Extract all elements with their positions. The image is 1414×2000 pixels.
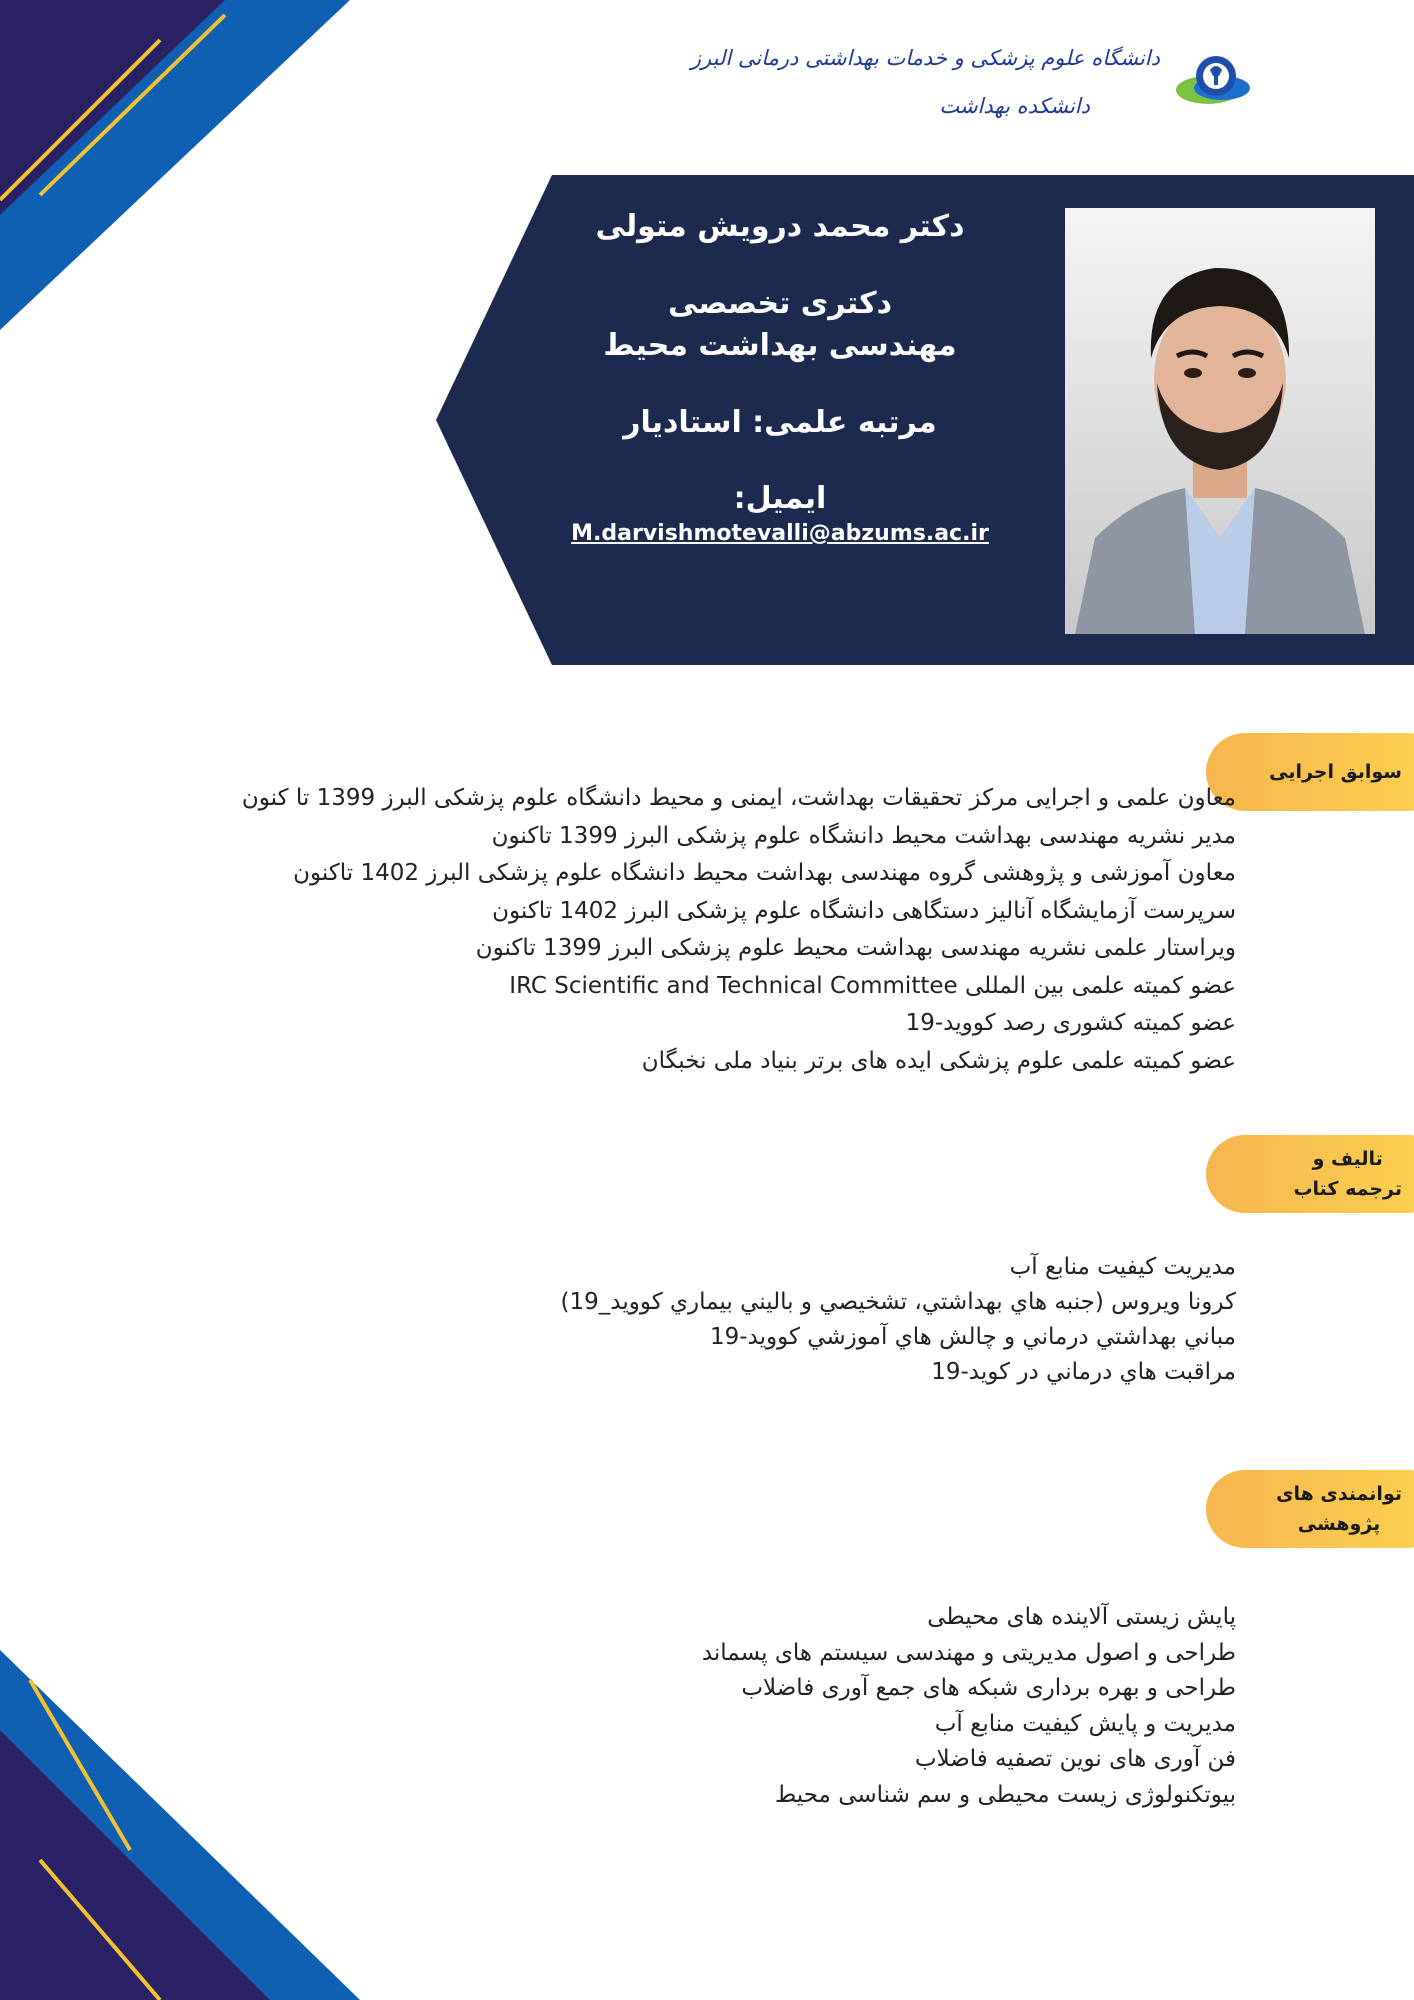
- profile-photo: [1065, 208, 1375, 634]
- section-tab-research: [1206, 1470, 1414, 1548]
- list-item: پایش زیستی آلاینده های محیطی: [927, 1604, 1236, 1630]
- section-title-research-line2: پژوهشی: [1297, 1513, 1381, 1535]
- list-item: ویراستار علمی نشریه مهندسی بهداشت محیط علوم پزشکی البرز 1399 تاکنون: [475, 935, 1236, 961]
- section-tab-label: [1269, 733, 1402, 811]
- university-name: دانشگاه علوم پزشکی و خدمات بهداشتی درمانی البرز: [690, 46, 1160, 70]
- list-item: معاون علمی و اجرایی مرکز تحقیقات بهداشت، ایمنی و محیط دانشگاه علوم پزشکی البرز 1399 تا کنون: [241, 785, 1236, 811]
- list-item: عضو کمیته کشوری رصد کووید-19: [905, 1010, 1236, 1036]
- list-item: طراحی و اصول مدیریتی و مهندسی سیستم های پسماند: [701, 1639, 1236, 1666]
- executive-list: [242, 780, 1236, 1080]
- list-item: بیوتکنولوژی زیست محیطی و سم شناسی محیط: [774, 1781, 1236, 1808]
- email-label: ایمیل:: [733, 481, 827, 516]
- list-item: طراحی و بهره برداری شبکه های جمع آوری فاضلاب: [741, 1675, 1236, 1701]
- section-title-books-line2: ترجمه کتاب: [1293, 1178, 1402, 1200]
- bottom-left-decoration: [0, 1600, 380, 2000]
- list-item: مدیریت کیفیت منابع آب: [1009, 1254, 1236, 1280]
- university-emblem-icon: [1172, 48, 1260, 118]
- list-item: فن آوری های نوین تصفیه فاضلاب: [914, 1746, 1236, 1772]
- profile-degree: دکتری تخصصی مهندسی بهداشت محیط: [603, 286, 957, 363]
- list-item: عضو کمیته علمی بین المللی IRC Scientific and Technical Committee: [509, 972, 1236, 999]
- books-list: [561, 1250, 1236, 1390]
- profile-name: دکتر محمد درویش متولی: [595, 209, 965, 244]
- research-list: [702, 1600, 1236, 1813]
- list-item: كرونا ويروس (جنبه هاي بهداشتي، تشخيصي و باليني بيماري كوويد_19): [560, 1289, 1236, 1315]
- list-item: عضو کمیته علمی علوم پزشکی ایده های برتر بنیاد ملی نخبگان: [641, 1047, 1236, 1074]
- section-tab-books: [1206, 1135, 1414, 1213]
- list-item: مدیر نشریه مهندسی بهداشت محیط دانشگاه علوم پزشکی البرز 1399 تاکنون: [491, 822, 1236, 849]
- profile-info: [510, 205, 1050, 549]
- list-item: سرپرست آزمایشگاه آنالیز دستگاهی دانشگاه علوم پزشکی البرز 1402 تاکنون: [492, 897, 1236, 924]
- list-item: معاون آموزشی و پژوهشی گروه مهندسی بهداشت محیط دانشگاه علوم پزشکی البرز 1402 تاکنون: [293, 860, 1236, 886]
- list-item: مدیریت و پایش کیفیت منابع آب: [934, 1710, 1236, 1737]
- email-link[interactable]: M.darvishmotevalli@abzums.ac.ir: [571, 521, 989, 546]
- section-title-executive: سوابق اجرایی: [1269, 761, 1402, 783]
- section-tab-executive: [1206, 733, 1414, 811]
- faculty-name: دانشکده بهداشت: [939, 94, 1090, 118]
- list-item: مباني بهداشتي درماني و چالش هاي آموزشي كوويد-19: [709, 1324, 1236, 1350]
- section-tab-label: [1276, 1470, 1402, 1548]
- list-item: مراقبت هاي درماني در كويد-19: [931, 1359, 1236, 1385]
- profile-rank: مرتبه علمی: استادیار: [623, 405, 937, 440]
- section-title-research-line1: توانمندی های: [1276, 1483, 1402, 1505]
- section-title-books-line1: تالیف و: [1312, 1148, 1383, 1170]
- university-logo: [690, 38, 1270, 138]
- section-tab-label: [1293, 1135, 1402, 1213]
